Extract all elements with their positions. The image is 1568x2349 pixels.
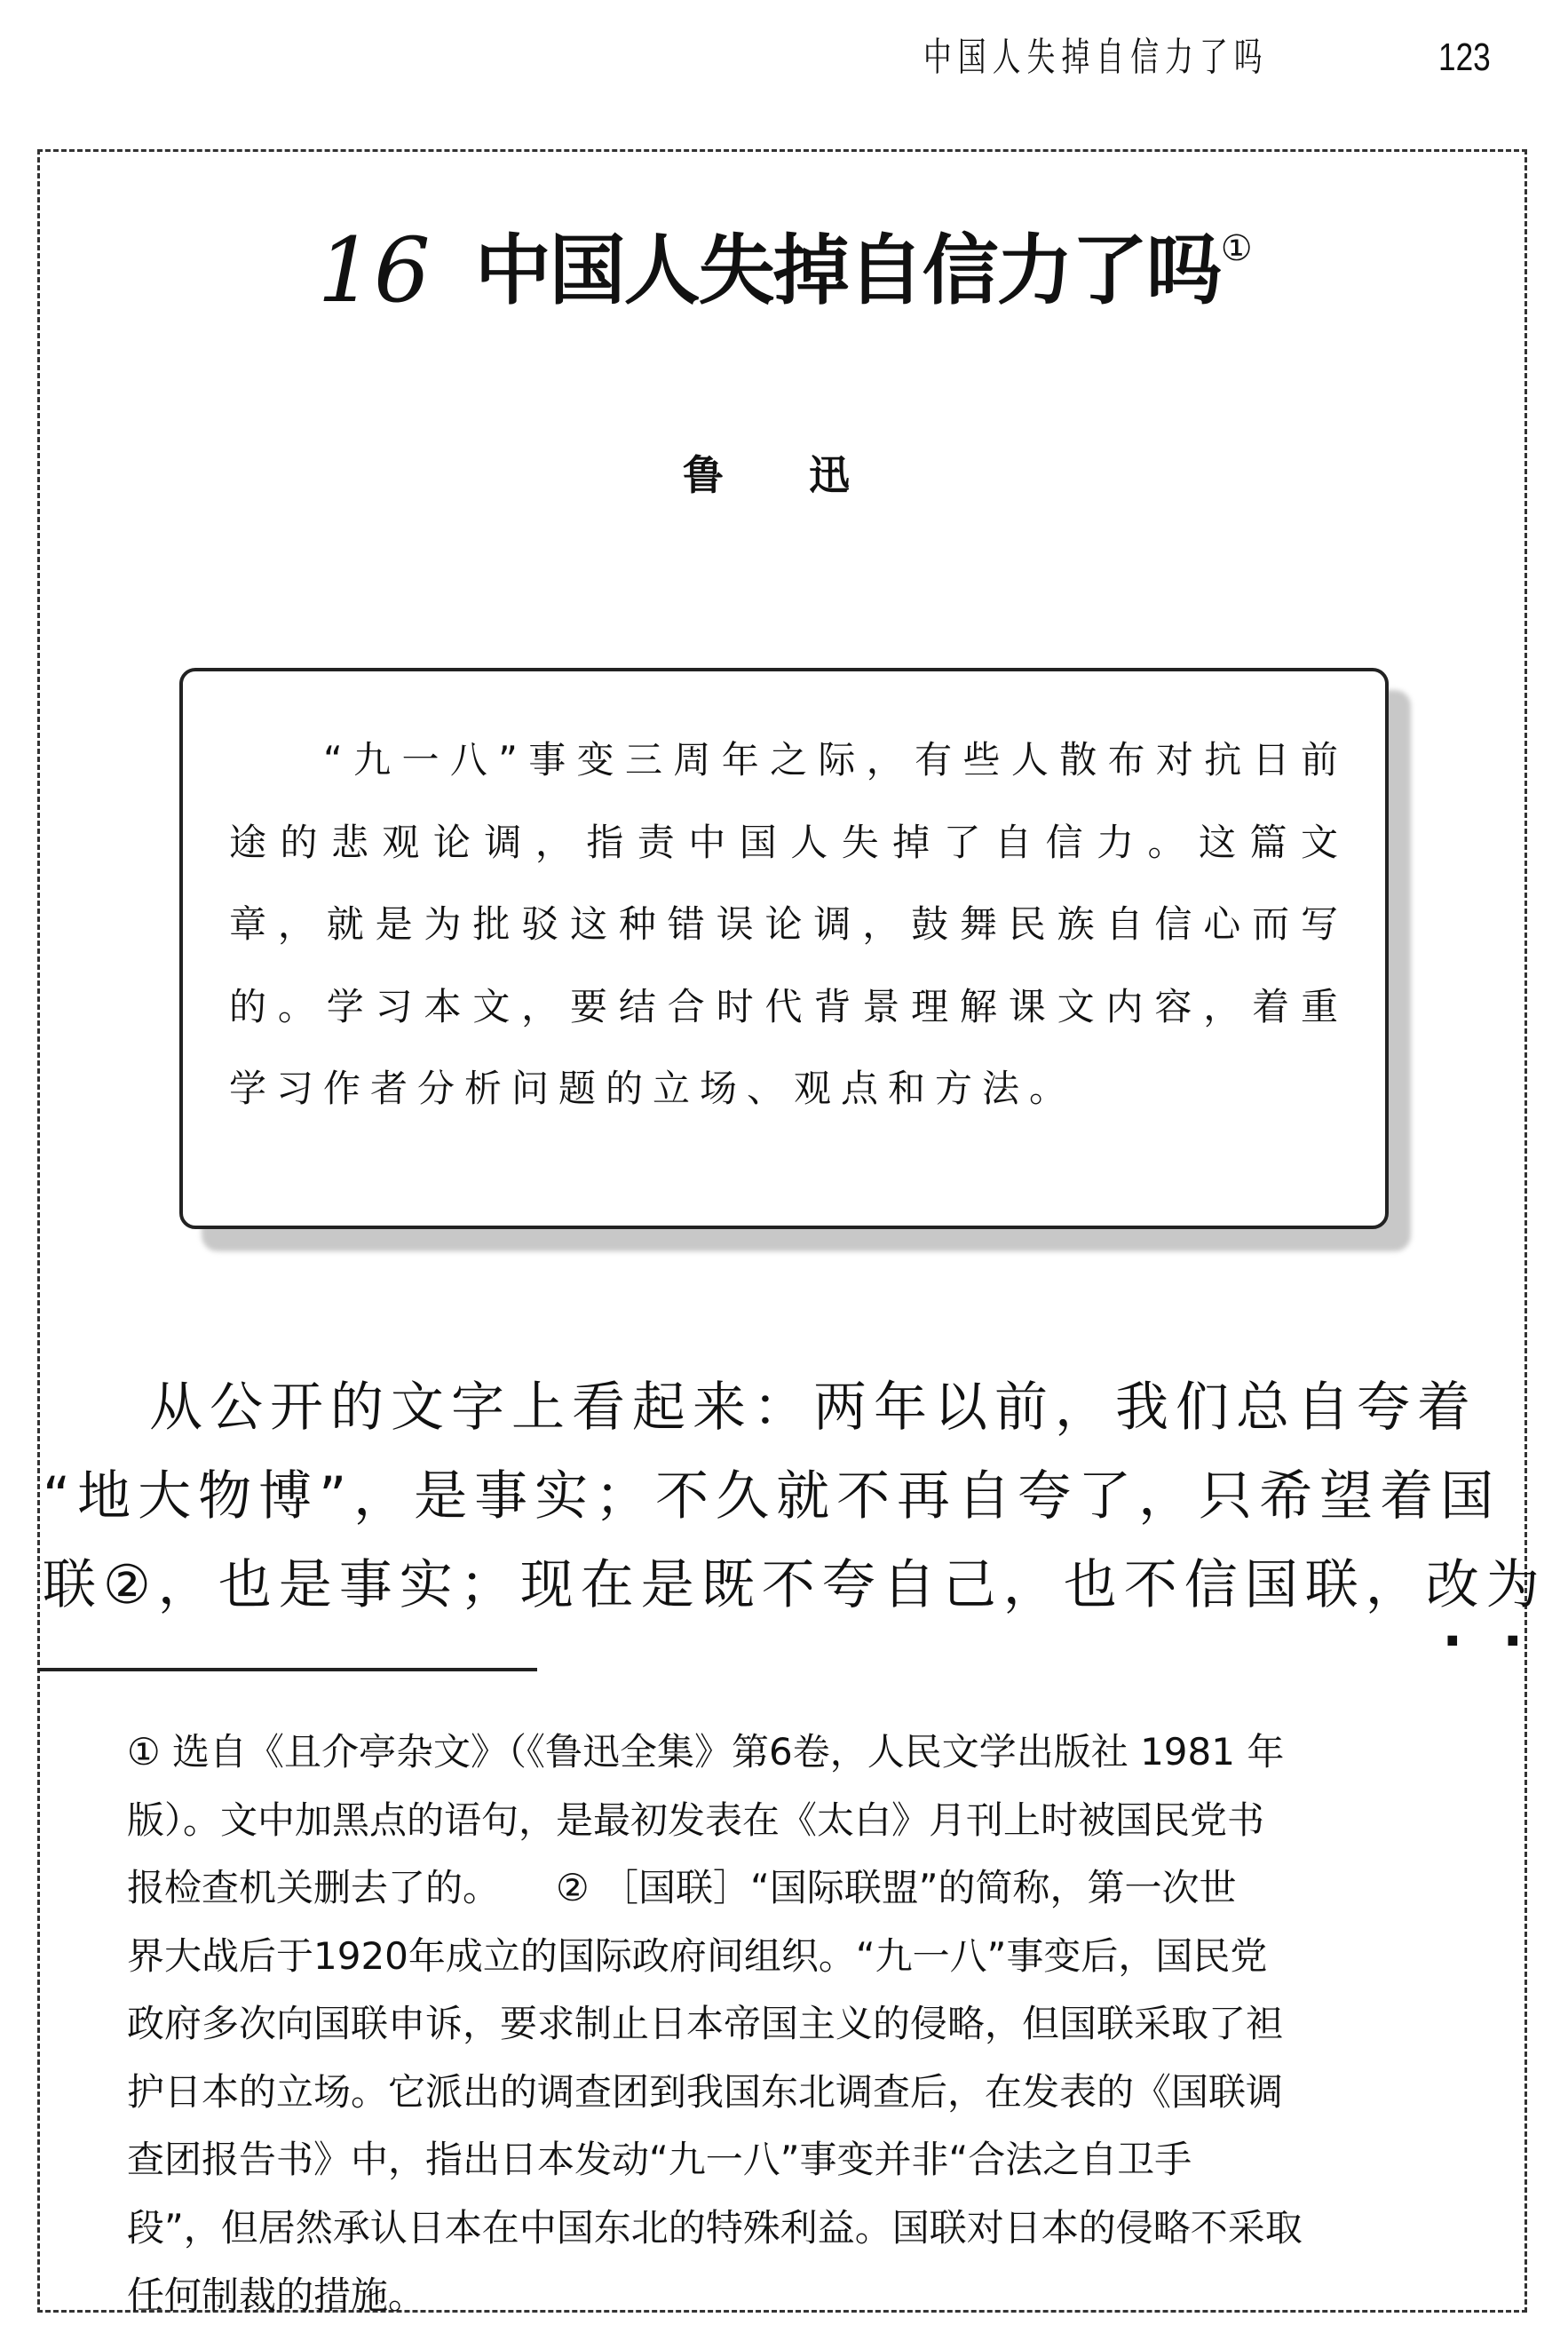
footnotes xyxy=(127,1718,1526,2330)
lesson-heading xyxy=(0,218,1568,322)
footnote-line: 查团报告书》中，指出日本发动“九一八”事变并非“合法之自卫手 xyxy=(127,2138,1192,2181)
footnote-line: 护日本的立场。它派出的调查团到我国东北调查后，在发表的《国联调 xyxy=(127,2069,1284,2114)
footnote-ref-1[interactable]: ① xyxy=(1220,228,1251,269)
body-line: 从公开的文字上看起来：两年以前，我们总自夸着 xyxy=(149,1377,1477,1439)
body-line: “地大物博”，是事实；不久就不再自夸了，只希望着国 xyxy=(43,1465,1501,1528)
body-line xyxy=(43,1541,1547,1630)
footnote-line: 界大战后于1920年成立的国际政府间组织。“九一八”事变后，国民党 xyxy=(127,1933,1268,1978)
page-number: 123 xyxy=(1438,36,1491,79)
footnote-line: 政府多次向国联申诉，要求制止日本帝国主义的侵略，但国联采取了袒 xyxy=(127,2002,1284,2045)
body-line-text: 联②，也是事实；现在是既不夸自己，也不信国联， xyxy=(43,1554,1426,1616)
body-text xyxy=(43,1363,1547,1630)
running-header-title: 中国人失掉自信力了吗 xyxy=(923,35,1269,80)
emphasized-char: 改 xyxy=(1425,1554,1486,1616)
footnote-line: 报检查机关删去了的。 ② ［国联］“国际联盟”的简称，第一次世 xyxy=(127,1866,1237,1909)
lesson-title xyxy=(475,222,1251,320)
author-name: 鲁 迅 xyxy=(682,451,885,499)
lesson-number: 16 xyxy=(317,218,431,322)
footnote-divider xyxy=(37,1668,537,1671)
lesson-title-text: 中国人失掉自信力了吗 xyxy=(474,226,1221,315)
footnote-line: 段”，但居然承认日本在中国东北的特殊利益。国联对日本的侵略不采取 xyxy=(127,2205,1303,2250)
footnote-line: ① 选自《且介亭杂文》（《鲁迅全集》第6卷，人民文学出版社 1981 年 xyxy=(127,1730,1285,1774)
footnote-line: 任何制裁的措施。 xyxy=(127,2274,426,2317)
intro-text: “九一八”事变三周年之际，有些人散布对抗日前途的悲观论调，指责中国人失掉了自信力。这篇文章，就是为批驳这种错误论调，鼓舞民族自信心而写的。学习本文，要结合时代背景理解课文内容，着重学习作者分析问题的立场、观点和方法。 xyxy=(229,738,1348,1110)
footnote-line: 版）。文中加黑点的语句，是最初发表在《太白》月刊上时被国民党书 xyxy=(127,1797,1265,1842)
emphasized-char: 为 xyxy=(1485,1554,1547,1616)
